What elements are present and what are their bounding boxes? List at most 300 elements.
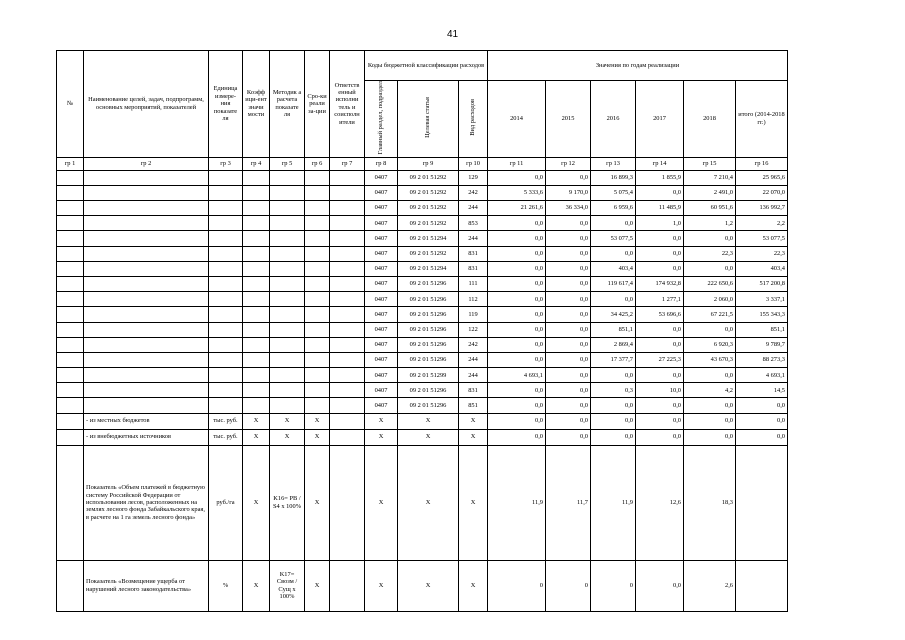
table-row <box>57 246 788 261</box>
vr-cell: 831 <box>459 383 488 398</box>
value-cell: 0,0 <box>684 398 736 413</box>
value-cell: 0,0 <box>591 429 636 445</box>
year-header: 2014 <box>488 81 546 158</box>
table-row <box>57 185 788 200</box>
value-cell: 0,0 <box>591 292 636 307</box>
table-row <box>57 322 788 337</box>
value-cell: 0,0 <box>591 368 636 383</box>
value-cell: 2,6 <box>684 560 736 611</box>
coef-cell: X <box>243 445 270 560</box>
column-number: гр 1 <box>57 157 84 170</box>
razdel-cell: X <box>398 429 459 445</box>
value-cell: 0,0 <box>546 170 591 185</box>
razdel-cell: 0407 <box>365 261 398 276</box>
column-number: гр 10 <box>459 157 488 170</box>
value-cell: 0,0 <box>488 413 546 429</box>
empty-cell <box>243 398 270 413</box>
source-name: - из местных бюджетов <box>84 413 209 429</box>
value-cell: 0,0 <box>684 368 736 383</box>
column-number: гр 15 <box>684 157 736 170</box>
total-header: итого (2014-2018 гг.) <box>736 81 788 158</box>
empty-cell <box>330 413 365 429</box>
column-number: гр 14 <box>636 157 684 170</box>
empty-cell <box>330 429 365 445</box>
value-cell: 9 170,0 <box>546 185 591 200</box>
total-cell: 22 070,0 <box>736 185 788 200</box>
column-number: гр 11 <box>488 157 546 170</box>
empty-cell <box>57 201 84 216</box>
value-cell: 0,0 <box>684 429 736 445</box>
empty-cell <box>84 368 209 383</box>
value-cell: 0,0 <box>488 170 546 185</box>
empty-cell <box>84 170 209 185</box>
empty-cell <box>243 352 270 367</box>
empty-cell <box>84 261 209 276</box>
table-row <box>57 231 788 246</box>
value-cell: 6 920,3 <box>684 337 736 352</box>
empty-cell <box>305 292 330 307</box>
vr-cell: 244 <box>459 201 488 216</box>
value-cell: 11,7 <box>546 445 591 560</box>
value-cell: 0,0 <box>591 246 636 261</box>
empty-cell <box>243 276 270 291</box>
vr-cell: 129 <box>459 170 488 185</box>
total-cell <box>736 560 788 611</box>
total-cell: 0,0 <box>736 398 788 413</box>
empty-cell <box>330 352 365 367</box>
value-cell: 67 221,5 <box>684 307 736 322</box>
value-cell: 0,0 <box>684 413 736 429</box>
value-cell: 0,0 <box>488 429 546 445</box>
empty-cell <box>209 307 243 322</box>
empty-cell <box>57 368 84 383</box>
value-cell: 174 932,8 <box>636 276 684 291</box>
value-cell: 34 425,2 <box>591 307 636 322</box>
resp-cell: X <box>365 429 398 445</box>
column-number: гр 4 <box>243 157 270 170</box>
empty-cell <box>305 398 330 413</box>
empty-cell <box>270 261 305 276</box>
empty-cell <box>209 292 243 307</box>
empty-cell <box>209 201 243 216</box>
total-cell: 155 343,3 <box>736 307 788 322</box>
empty-cell <box>209 170 243 185</box>
column-number: гр 9 <box>398 157 459 170</box>
terms-cell: X <box>305 413 330 429</box>
empty-cell <box>305 261 330 276</box>
empty-cell <box>270 292 305 307</box>
code-vr-header: Вид расходов <box>459 81 488 158</box>
razdel-cell: 0407 <box>365 383 398 398</box>
value-cell: 0,0 <box>591 398 636 413</box>
value-cell: 0,0 <box>546 261 591 276</box>
year-header: 2015 <box>546 81 591 158</box>
empty-cell <box>57 398 84 413</box>
unit-cell: руб./га <box>209 445 243 560</box>
empty-cell <box>57 445 84 560</box>
empty-cell <box>330 368 365 383</box>
value-cell: 0,0 <box>636 231 684 246</box>
year-header: 2016 <box>591 81 636 158</box>
vr-cell: 111 <box>459 276 488 291</box>
total-cell: 88 273,3 <box>736 352 788 367</box>
empty-cell <box>84 216 209 231</box>
empty-cell <box>305 276 330 291</box>
value-cell: 0,0 <box>684 261 736 276</box>
method-cell: X <box>270 413 305 429</box>
col-method-header: Методик а расчета показате ля <box>270 51 305 158</box>
empty-cell <box>84 276 209 291</box>
empty-cell <box>305 307 330 322</box>
value-cell: 0,0 <box>684 322 736 337</box>
empty-cell <box>84 337 209 352</box>
empty-cell <box>270 383 305 398</box>
column-number: гр 16 <box>736 157 788 170</box>
value-cell: 17 377,7 <box>591 352 636 367</box>
value-cell: 0,0 <box>546 413 591 429</box>
value-cell: 851,1 <box>591 322 636 337</box>
value-cell: 16 899,3 <box>591 170 636 185</box>
total-cell <box>736 445 788 560</box>
empty-cell <box>243 170 270 185</box>
cst-cell: X <box>459 445 488 560</box>
cst-cell: 09 2 01 51299 <box>398 368 459 383</box>
empty-cell <box>84 352 209 367</box>
value-cell: 0,0 <box>488 352 546 367</box>
cst-cell: 09 2 01 51292 <box>398 185 459 200</box>
column-number: гр 2 <box>84 157 209 170</box>
total-cell: 14,5 <box>736 383 788 398</box>
resp-cell: X <box>365 445 398 560</box>
cst-cell: 09 2 01 51296 <box>398 322 459 337</box>
empty-cell <box>270 368 305 383</box>
empty-cell <box>243 246 270 261</box>
value-cell: 0,0 <box>546 398 591 413</box>
empty-cell <box>305 322 330 337</box>
column-number: гр 8 <box>365 157 398 170</box>
empty-cell <box>305 337 330 352</box>
empty-cell <box>57 216 84 231</box>
empty-cell <box>330 337 365 352</box>
method-cell: X <box>270 429 305 445</box>
razdel-cell: 0407 <box>365 292 398 307</box>
value-cell: 4 693,1 <box>488 368 546 383</box>
cst-cell: 09 2 01 51292 <box>398 246 459 261</box>
resp-cell: X <box>365 413 398 429</box>
empty-cell <box>84 185 209 200</box>
empty-cell <box>270 276 305 291</box>
empty-cell <box>84 383 209 398</box>
empty-cell <box>209 216 243 231</box>
page-number: 41 <box>446 29 459 40</box>
column-number: гр 7 <box>330 157 365 170</box>
empty-cell <box>270 398 305 413</box>
value-cell: 0,0 <box>684 231 736 246</box>
empty-cell <box>270 307 305 322</box>
value-cell: 0,0 <box>488 307 546 322</box>
empty-cell <box>330 216 365 231</box>
cst-cell: 09 2 01 51296 <box>398 307 459 322</box>
empty-cell <box>270 216 305 231</box>
value-cell: 0,0 <box>636 246 684 261</box>
empty-cell <box>243 261 270 276</box>
empty-cell <box>330 231 365 246</box>
value-cell: 0,0 <box>546 352 591 367</box>
cst-cell: X <box>459 413 488 429</box>
col-name-header: Наименование целей, задач, подпрограмм, основных мероприятий, показателей <box>84 51 209 158</box>
value-cell: 0 <box>591 560 636 611</box>
value-cell: 11,9 <box>488 445 546 560</box>
value-cell: 0,0 <box>636 322 684 337</box>
table-body <box>57 170 788 611</box>
empty-cell <box>270 246 305 261</box>
empty-cell <box>270 231 305 246</box>
empty-cell <box>330 398 365 413</box>
empty-cell <box>84 231 209 246</box>
vr-cell: 831 <box>459 261 488 276</box>
code-razdel-header: Главный раздел, подраздел <box>365 81 398 158</box>
value-cell: 0,0 <box>546 322 591 337</box>
value-cell: 7 210,4 <box>684 170 736 185</box>
coef-cell: X <box>243 429 270 445</box>
value-cell: 0,0 <box>636 429 684 445</box>
terms-cell: X <box>305 560 330 611</box>
total-cell: 53 077,5 <box>736 231 788 246</box>
value-cell: 119 617,4 <box>591 276 636 291</box>
year-header: 2017 <box>636 81 684 158</box>
vr-cell: 242 <box>459 185 488 200</box>
vr-cell: 242 <box>459 337 488 352</box>
column-number: гр 12 <box>546 157 591 170</box>
cst-cell: X <box>459 560 488 611</box>
total-cell: 25 965,6 <box>736 170 788 185</box>
unit-cell: % <box>209 560 243 611</box>
empty-cell <box>305 231 330 246</box>
col-coef-header: Коэфф ици-ент значи мости <box>243 51 270 158</box>
budget-table <box>56 50 788 612</box>
value-cell: 0,0 <box>546 292 591 307</box>
razdel-cell: 0407 <box>365 246 398 261</box>
empty-cell <box>243 231 270 246</box>
value-cell: 11 485,9 <box>636 201 684 216</box>
empty-cell <box>57 383 84 398</box>
total-cell: 22,3 <box>736 246 788 261</box>
col-unit-header: Единица измере-ния показате ля <box>209 51 243 158</box>
vr-cell: 831 <box>459 246 488 261</box>
source-name: - из внебюджетных источников <box>84 429 209 445</box>
razdel-cell: 0407 <box>365 322 398 337</box>
years-header: Значения по годам реализации <box>488 51 788 81</box>
value-cell: 0,3 <box>591 383 636 398</box>
value-cell: 0,0 <box>488 276 546 291</box>
cst-cell: 09 2 01 51296 <box>398 276 459 291</box>
empty-cell <box>305 368 330 383</box>
value-cell: 0,0 <box>636 368 684 383</box>
empty-cell <box>305 170 330 185</box>
resp-cell: X <box>365 560 398 611</box>
table-row <box>57 383 788 398</box>
value-cell: 0,0 <box>636 413 684 429</box>
empty-cell <box>57 170 84 185</box>
coef-cell: X <box>243 560 270 611</box>
value-cell: 21 261,6 <box>488 201 546 216</box>
razdel-cell: X <box>398 445 459 560</box>
empty-cell <box>209 322 243 337</box>
empty-cell <box>270 185 305 200</box>
razdel-cell: 0407 <box>365 352 398 367</box>
value-cell: 11,9 <box>591 445 636 560</box>
total-cell: 9 789,7 <box>736 337 788 352</box>
empty-cell <box>270 352 305 367</box>
empty-cell <box>305 216 330 231</box>
table-row <box>57 216 788 231</box>
empty-cell <box>57 337 84 352</box>
value-cell: 0,0 <box>636 185 684 200</box>
razdel-cell: 0407 <box>365 337 398 352</box>
razdel-cell: 0407 <box>365 398 398 413</box>
razdel-cell: 0407 <box>365 276 398 291</box>
source-row <box>57 429 788 445</box>
empty-cell <box>84 246 209 261</box>
empty-cell <box>270 170 305 185</box>
table-row <box>57 352 788 367</box>
cst-cell: 09 2 01 51292 <box>398 201 459 216</box>
empty-cell <box>243 322 270 337</box>
value-cell: 0,0 <box>488 398 546 413</box>
value-cell: 60 951,6 <box>684 201 736 216</box>
table-row <box>57 201 788 216</box>
empty-cell <box>305 201 330 216</box>
indicator-row <box>57 560 788 611</box>
empty-cell <box>305 383 330 398</box>
value-cell: 53 077,5 <box>591 231 636 246</box>
table-row <box>57 368 788 383</box>
cst-cell: 09 2 01 51296 <box>398 337 459 352</box>
empty-cell <box>209 368 243 383</box>
empty-cell <box>84 292 209 307</box>
value-cell: 2 491,0 <box>684 185 736 200</box>
value-cell: 0,0 <box>488 231 546 246</box>
empty-cell <box>209 383 243 398</box>
empty-cell <box>57 276 84 291</box>
total-cell: 136 992,7 <box>736 201 788 216</box>
empty-cell <box>209 337 243 352</box>
value-cell: 43 670,3 <box>684 352 736 367</box>
cst-cell: 09 2 01 51294 <box>398 231 459 246</box>
value-cell: 0,0 <box>546 231 591 246</box>
empty-cell <box>305 185 330 200</box>
razdel-cell: 0407 <box>365 368 398 383</box>
cst-cell: 09 2 01 51296 <box>398 352 459 367</box>
value-cell: 1,2 <box>684 216 736 231</box>
empty-cell <box>243 185 270 200</box>
empty-cell <box>270 322 305 337</box>
empty-cell <box>270 337 305 352</box>
method-cell: K17= Cвозм / Cущ x 100% <box>270 560 305 611</box>
empty-cell <box>330 560 365 611</box>
empty-cell <box>243 307 270 322</box>
value-cell: 222 650,6 <box>684 276 736 291</box>
empty-cell <box>57 185 84 200</box>
table-row <box>57 292 788 307</box>
col-resp-header: Ответств енный исполни тель и соисполн ители <box>330 51 365 158</box>
value-cell: 0,0 <box>636 337 684 352</box>
value-cell: 0,0 <box>488 261 546 276</box>
cst-cell: 09 2 01 51296 <box>398 383 459 398</box>
method-cell: K16= PB / S4 x 100% <box>270 445 305 560</box>
empty-cell <box>209 261 243 276</box>
value-cell: 4,2 <box>684 383 736 398</box>
value-cell: 0,0 <box>546 383 591 398</box>
razdel-cell: 0407 <box>365 307 398 322</box>
empty-cell <box>57 231 84 246</box>
empty-cell <box>330 292 365 307</box>
vr-cell: 119 <box>459 307 488 322</box>
col-terms-header: Сро-ки реали за-ции <box>305 51 330 158</box>
cst-cell: 09 2 01 51294 <box>398 261 459 276</box>
empty-cell <box>57 413 84 429</box>
empty-cell <box>209 398 243 413</box>
table-row <box>57 261 788 276</box>
razdel-cell: X <box>398 413 459 429</box>
cst-cell: X <box>459 429 488 445</box>
value-cell: 22,3 <box>684 246 736 261</box>
value-cell: 36 334,0 <box>546 201 591 216</box>
empty-cell <box>330 170 365 185</box>
empty-cell <box>330 246 365 261</box>
value-cell: 0,0 <box>636 560 684 611</box>
vr-cell: 244 <box>459 231 488 246</box>
code-cst-header: Целевая статья <box>398 81 459 158</box>
vr-cell: 853 <box>459 216 488 231</box>
empty-cell <box>243 383 270 398</box>
empty-cell <box>305 246 330 261</box>
table-row <box>57 307 788 322</box>
column-number-row <box>57 157 788 170</box>
empty-cell <box>330 276 365 291</box>
empty-cell <box>209 246 243 261</box>
razdel-cell: 0407 <box>365 231 398 246</box>
value-cell: 2 060,0 <box>684 292 736 307</box>
total-cell: 851,1 <box>736 322 788 337</box>
value-cell: 0,0 <box>591 216 636 231</box>
column-number: гр 13 <box>591 157 636 170</box>
total-cell: 0,0 <box>736 413 788 429</box>
value-cell: 0,0 <box>546 307 591 322</box>
empty-cell <box>57 560 84 611</box>
value-cell: 1,0 <box>636 216 684 231</box>
column-number: гр 5 <box>270 157 305 170</box>
empty-cell <box>243 337 270 352</box>
value-cell: 0,0 <box>591 413 636 429</box>
vr-cell: 112 <box>459 292 488 307</box>
table-row <box>57 276 788 291</box>
cst-cell: 09 2 01 51292 <box>398 170 459 185</box>
empty-cell <box>330 307 365 322</box>
razdel-cell: 0407 <box>365 185 398 200</box>
column-number: гр 6 <box>305 157 330 170</box>
value-cell: 1 855,9 <box>636 170 684 185</box>
value-cell: 1 277,1 <box>636 292 684 307</box>
total-cell: 517 200,8 <box>736 276 788 291</box>
value-cell: 27 225,3 <box>636 352 684 367</box>
empty-cell <box>243 201 270 216</box>
cst-cell: 09 2 01 51296 <box>398 398 459 413</box>
value-cell: 53 696,6 <box>636 307 684 322</box>
value-cell: 0,0 <box>546 429 591 445</box>
value-cell: 0,0 <box>488 337 546 352</box>
indicator-name: Показатель «Объем платежей в бюджетную систему Российской Федерации от использования лесов, расположенных на землях лесного фонда Забайкальского края, в расчете на 1 га земель лесного фонда» <box>84 445 209 560</box>
